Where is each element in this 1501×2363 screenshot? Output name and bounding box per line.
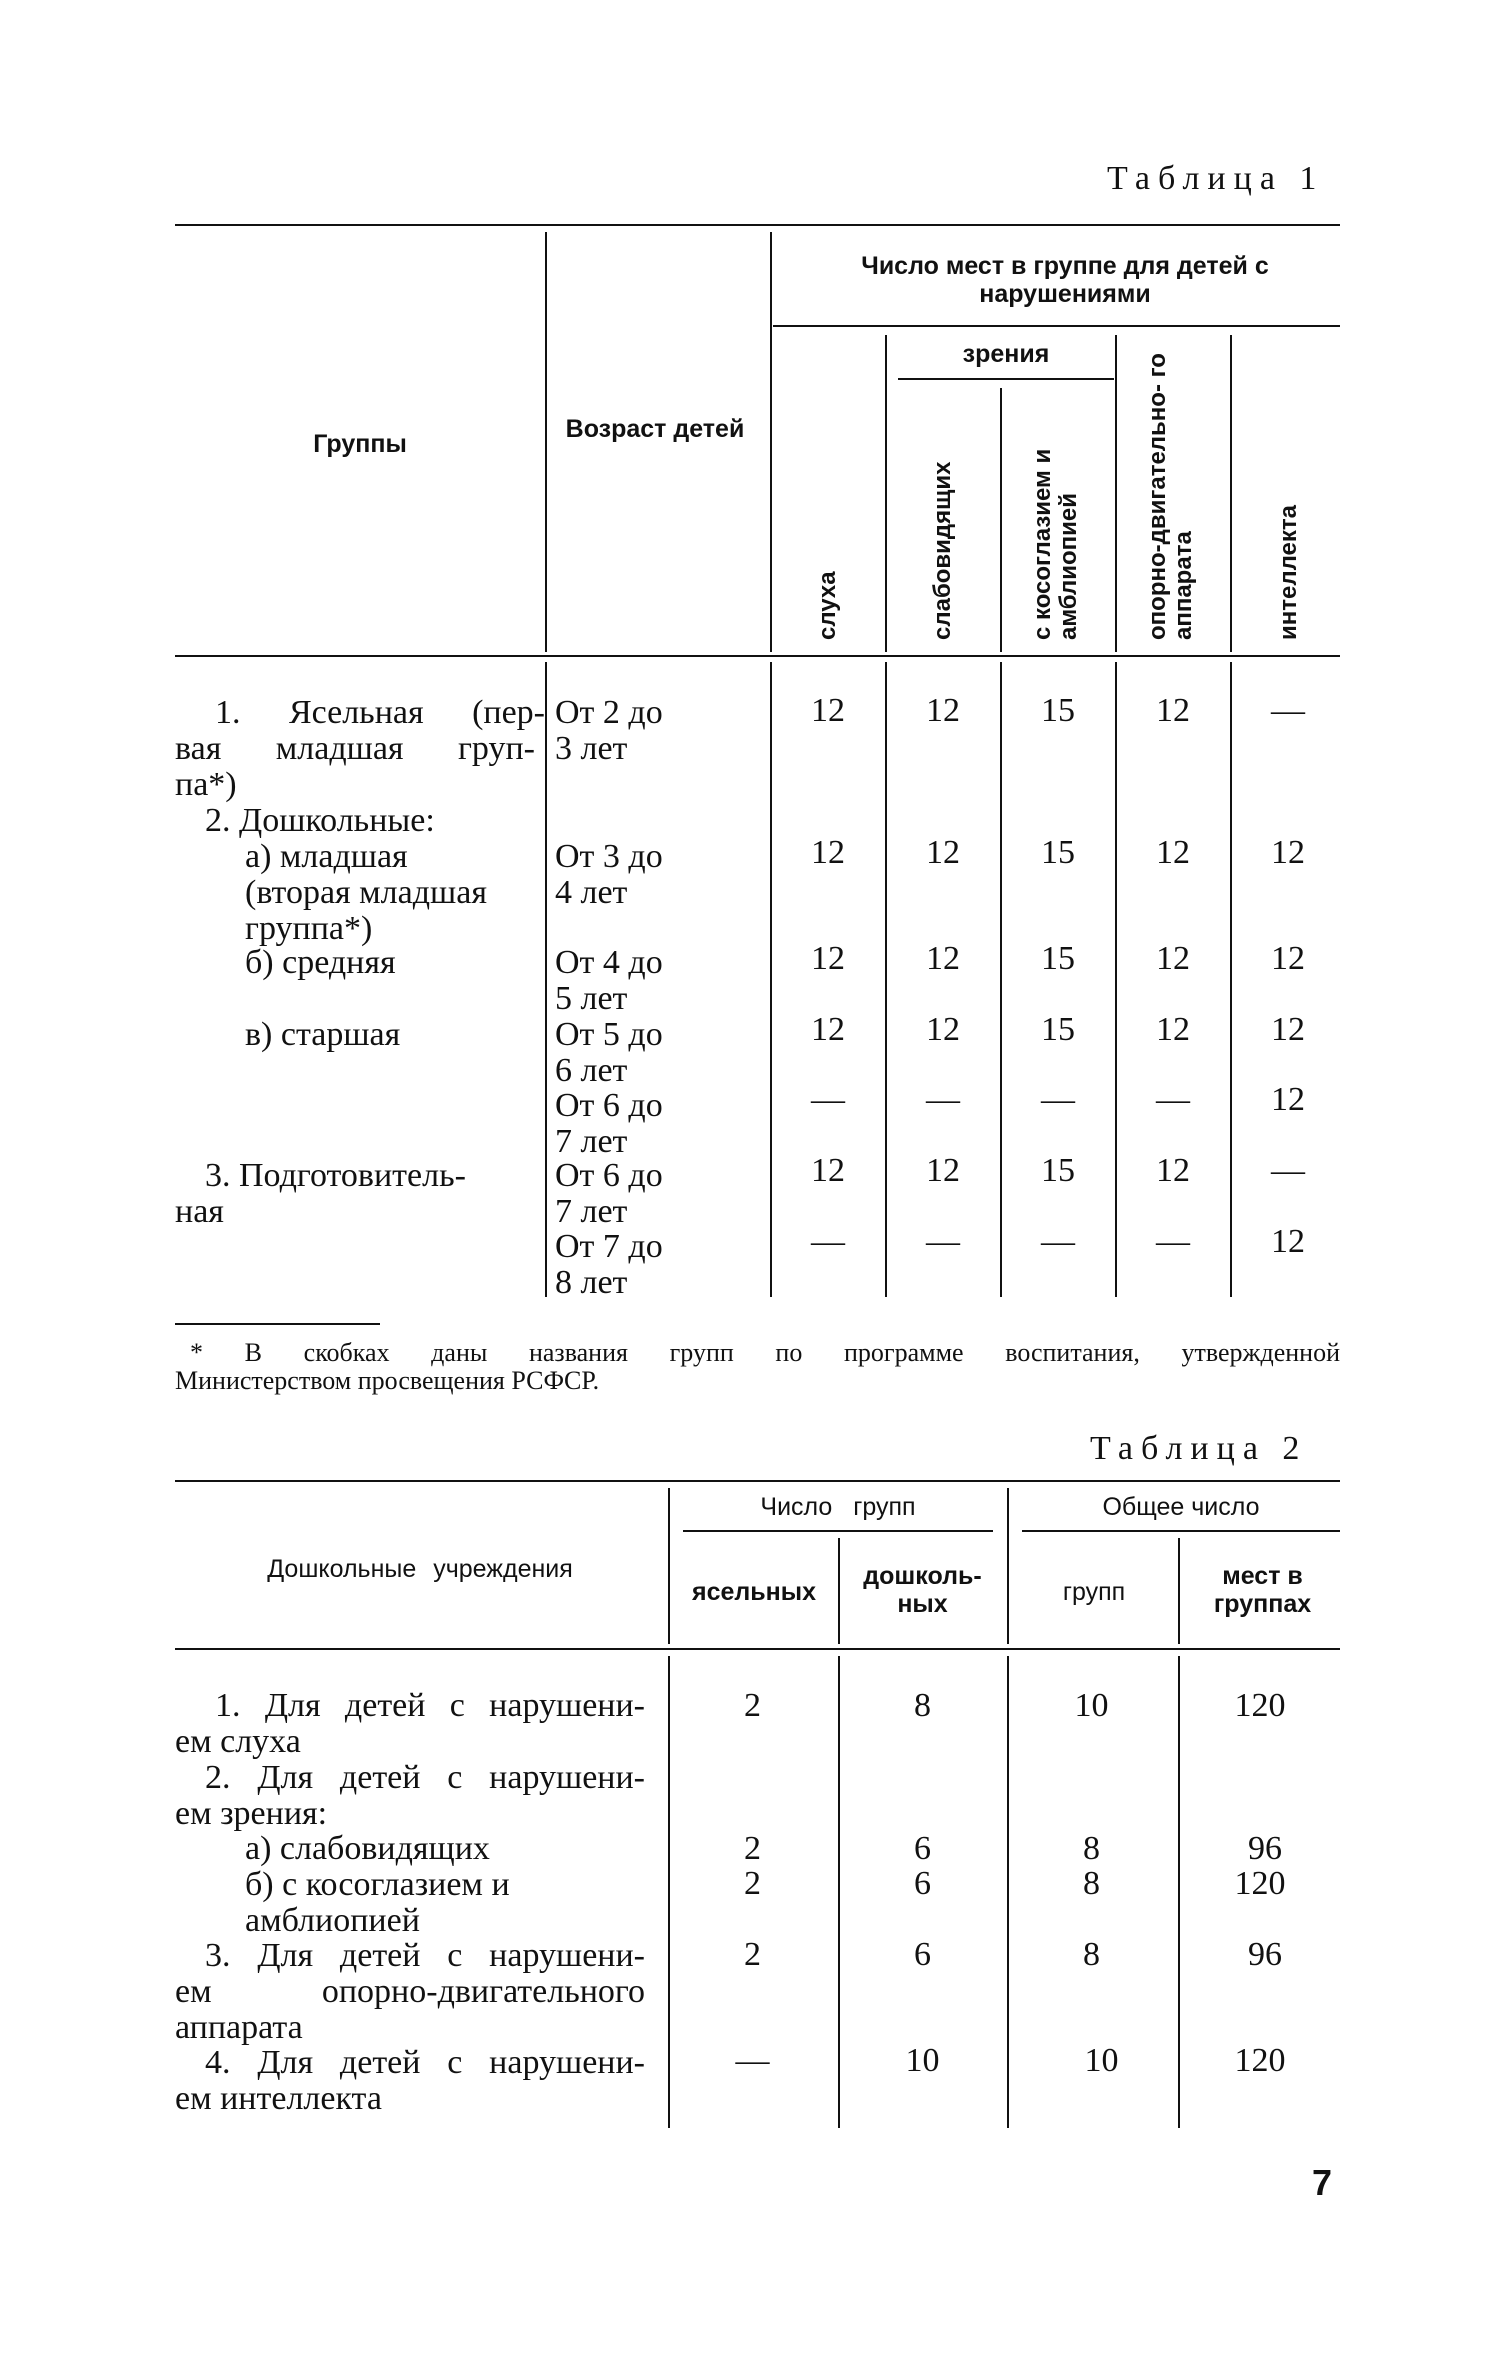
table2-label: а) слабовидящих xyxy=(245,1830,490,1867)
table1-value: — xyxy=(1041,1223,1075,1260)
table1-value: 12 xyxy=(1156,692,1190,729)
table1-value: 15 xyxy=(1041,1011,1075,1048)
table1-value: 12 xyxy=(1271,1011,1305,1048)
table2-value: 6 xyxy=(914,1865,931,1902)
table1-header-vision: зрения xyxy=(962,340,1050,368)
table1-value: 12 xyxy=(1156,940,1190,977)
table2-value: 10 xyxy=(905,2042,940,2079)
table1-age-label: От 2 до xyxy=(555,694,663,731)
table1-header-intellect: интеллекта xyxy=(1275,505,1302,640)
table1-value: 12 xyxy=(926,940,960,977)
table1-value: 12 xyxy=(926,834,960,871)
table1-value: — xyxy=(1271,692,1305,729)
table2-label: 4. Для детей с нарушени- xyxy=(205,2044,645,2081)
footnote-line: Министерством просвещения РСФСР. xyxy=(175,1366,600,1395)
table2-vdiv-total xyxy=(1007,1488,1009,1644)
table1-header-motor: опорно-двигательно- го аппарата xyxy=(1144,353,1197,640)
table2-value: 6 xyxy=(914,1936,931,1973)
table1-age-label: От 7 до xyxy=(555,1228,663,1265)
table2-value: 8 xyxy=(1083,1865,1100,1902)
table2-label: ем опорно-двигательного xyxy=(175,1973,645,2010)
table1-age-label: От 6 до xyxy=(555,1157,663,1194)
table1-value: 12 xyxy=(811,1011,845,1048)
table1-value: 12 xyxy=(811,940,845,977)
table2-label: б) с косоглазием и xyxy=(245,1866,510,1903)
table2-label: 3. Для детей с нарушени- xyxy=(205,1937,645,1974)
table1-group-label: в) старшая xyxy=(245,1016,401,1053)
table1-caption: Таблица 1 xyxy=(1107,160,1325,197)
table1-body-vline xyxy=(545,662,547,1297)
table1-body-vline xyxy=(1115,662,1117,1297)
table1-value: — xyxy=(1156,1223,1190,1260)
table1-header-groups: Группы xyxy=(313,430,407,458)
table1-group-label: ная xyxy=(175,1193,224,1230)
table1-group-label: б) средняя xyxy=(245,944,396,981)
table2-header-nursery: ясельных xyxy=(692,1578,816,1606)
table1-age-label: От 3 до xyxy=(555,838,663,875)
table1-top-rule xyxy=(175,224,1340,226)
table1-age-label: 4 лет xyxy=(555,874,628,911)
table1-body-vline xyxy=(885,662,887,1297)
table1-value: 15 xyxy=(1041,692,1075,729)
table1-value: 12 xyxy=(811,1152,845,1189)
table2-value: 8 xyxy=(914,1687,931,1724)
table1-value: 15 xyxy=(1041,940,1075,977)
table2-header-institutions: Дошкольные учреждения xyxy=(267,1555,573,1583)
table2-header-total: Общее число xyxy=(1102,1493,1260,1521)
table1-header-places: Число мест в группе для детей с нарушениями xyxy=(861,252,1269,308)
table2-value: 96 xyxy=(1248,1830,1282,1867)
table2-total-rule xyxy=(1022,1530,1340,1532)
table2-value: 120 xyxy=(1234,1865,1286,1902)
table2-label: ем зрения: xyxy=(175,1795,328,1832)
table2-value: 10 xyxy=(1074,1687,1109,1724)
table1-header-age: Возраст детей xyxy=(565,415,745,443)
table2-value: 10 xyxy=(1084,2042,1119,2079)
table1-value: 12 xyxy=(926,692,960,729)
table2-caption: Таблица 2 xyxy=(1090,1430,1308,1467)
table2-value: 2 xyxy=(744,1936,761,1973)
table2-header-num-groups: Число групп xyxy=(760,1493,916,1521)
table1-value: 12 xyxy=(1271,834,1305,871)
table2-vdiv-groups xyxy=(668,1488,670,1644)
table1-age-label: От 6 до xyxy=(555,1087,663,1124)
table1-value: 12 xyxy=(926,1011,960,1048)
footnote-rule xyxy=(175,1323,380,1325)
table1-age-label: 5 лет xyxy=(555,980,628,1017)
table2-header-preschool: дошколь- ных xyxy=(863,1562,982,1618)
table1-age-label: 3 лет xyxy=(555,730,628,767)
table1-value: — xyxy=(1041,1081,1075,1118)
table2-value: 8 xyxy=(1083,1936,1100,1973)
table2-label: амблиопией xyxy=(245,1902,420,1939)
table1-value: 12 xyxy=(1271,1081,1305,1118)
table2-value: 96 xyxy=(1248,1936,1282,1973)
table1-vdiv-age xyxy=(545,232,547,652)
table1-value: — xyxy=(926,1081,960,1118)
table1-age-label: 7 лет xyxy=(555,1193,628,1230)
table1-vdiv-lowvision xyxy=(1000,388,1002,652)
table2-header-groups: групп xyxy=(1062,1578,1126,1606)
table1-vision-rule xyxy=(898,378,1114,380)
table1-value: 12 xyxy=(1156,1011,1190,1048)
table1-vdiv-hearing xyxy=(885,335,887,652)
table1-value: 12 xyxy=(1156,1152,1190,1189)
table1-vdiv-places xyxy=(770,232,772,652)
table2-value: 2 xyxy=(744,1865,761,1902)
table1-body-vline xyxy=(1230,662,1232,1297)
table2-value: 120 xyxy=(1234,2042,1286,2079)
table1-value: 12 xyxy=(1271,1223,1305,1260)
table2-header-places: мест в группах xyxy=(1213,1562,1312,1618)
table1-age-label: От 5 до xyxy=(555,1016,663,1053)
table1-value: — xyxy=(811,1223,845,1260)
table1-value: — xyxy=(1271,1152,1305,1189)
table1-vdiv-vision xyxy=(1115,335,1117,652)
table1-value: 12 xyxy=(1271,940,1305,977)
table2-value: 120 xyxy=(1234,1687,1286,1724)
table1-value: — xyxy=(811,1081,845,1118)
table1-header-hearing: слуха xyxy=(814,571,841,640)
table2-label: ем слуха xyxy=(175,1723,301,1760)
table1-value: 12 xyxy=(811,834,845,871)
table2-value: 2 xyxy=(744,1687,761,1724)
table1-group-label: па*) xyxy=(175,766,237,803)
footnote-line: * В скобках даны названия групп по программе воспитания, утвержденной xyxy=(190,1338,1340,1367)
table1-group-label: вая младшая груп- xyxy=(175,730,535,767)
table1-age-label: 6 лет xyxy=(555,1052,628,1089)
table1-group-label: 2. Дошкольные: xyxy=(205,802,435,839)
table2-value: 6 xyxy=(914,1830,931,1867)
table1-age-label: От 4 до xyxy=(555,944,663,981)
table2-label: 2. Для детей с нарушени- xyxy=(205,1759,645,1796)
table2-value: 8 xyxy=(1083,1830,1100,1867)
table1-group-label: 3. Подготовитель- xyxy=(205,1157,466,1194)
table1-value: 12 xyxy=(811,692,845,729)
table1-value: 12 xyxy=(1156,834,1190,871)
table1-header-strabismus: с косоглазием и амблиопией xyxy=(1029,448,1082,640)
table1-value: 12 xyxy=(926,1152,960,1189)
table2-groups-rule xyxy=(683,1530,993,1532)
table2-top-rule xyxy=(175,1480,1340,1482)
table2-label: 1. Для детей с нарушени- xyxy=(215,1687,645,1724)
table1-group-label: группа*) xyxy=(245,910,373,947)
table2-value: 2 xyxy=(744,1830,761,1867)
table1-value: 15 xyxy=(1041,834,1075,871)
table1-header-subrule xyxy=(773,325,1340,327)
page-number: 7 xyxy=(1312,2162,1333,2203)
table1-value: — xyxy=(1156,1081,1190,1118)
table1-vdiv-motor xyxy=(1230,335,1232,652)
table1-body-vline xyxy=(1000,662,1002,1297)
table1-body-vline xyxy=(770,662,772,1297)
table1-age-label: 7 лет xyxy=(555,1123,628,1160)
table1-age-label: 8 лет xyxy=(555,1264,628,1301)
table1-group-label: 1. Ясельная (пер- xyxy=(215,694,545,731)
table2-label: аппарата xyxy=(175,2009,303,2046)
table2-vdiv-nursery xyxy=(838,1538,840,1644)
table2-value: — xyxy=(735,2042,770,2079)
table1-header-lowvision: слабовидящих xyxy=(929,461,956,640)
table2-header-bottom-rule xyxy=(175,1648,1340,1650)
table1-value: — xyxy=(926,1223,960,1260)
table1-group-label: а) младшая xyxy=(245,838,408,875)
table2-vdiv-places xyxy=(1178,1538,1180,1644)
table2-label: ем интеллекта xyxy=(175,2080,382,2117)
table1-header-bottom-rule xyxy=(175,655,1340,657)
table1-value: 15 xyxy=(1041,1152,1075,1189)
table1-group-label: (вторая младшая xyxy=(245,874,487,911)
